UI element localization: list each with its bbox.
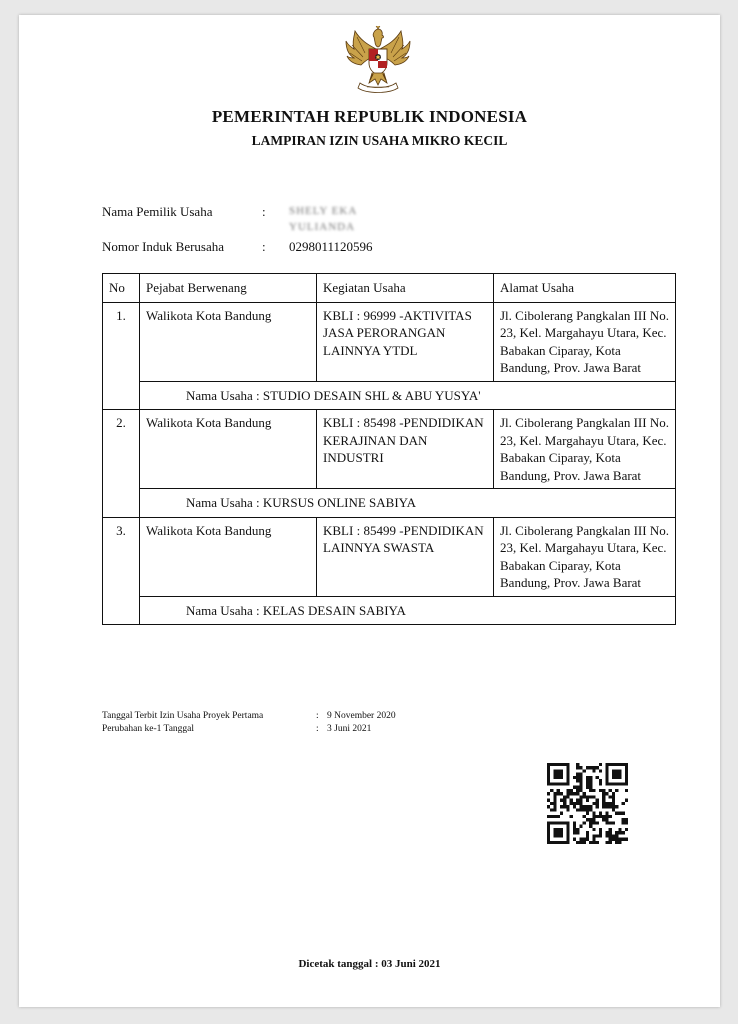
table-row [103, 410, 676, 489]
header-kegiatan: Kegiatan Usaha [317, 274, 494, 303]
row-pejabat: Walikota Kota Bandung [140, 517, 317, 596]
table-row-nama-usaha [103, 381, 676, 410]
change-value: 3 Juni 2021 [327, 724, 372, 734]
first-issue-separator: : [316, 711, 319, 721]
document-subtitle: LAMPIRAN IZIN USAHA MIKRO KECIL [251, 133, 508, 148]
row-alamat: Jl. Cibolerang Pangkalan III No. 23, Kel. Margahayu Utara, Kec. Babakan Ciparay, Kota Bandung, Prov. Jawa Barat [494, 517, 676, 596]
row-alamat: Jl. Cibolerang Pangkalan III No. 23, Kel. Margahayu Utara, Kec. Babakan Ciparay, Kota Bandung, Prov. Jawa Barat [494, 302, 676, 381]
first-issue-value: 9 November 2020 [327, 711, 396, 721]
row-alamat: Jl. Cibolerang Pangkalan III No. 23, Kel. Margahayu Utara, Kec. Babakan Ciparay, Kota Bandung, Prov. Jawa Barat [494, 410, 676, 489]
document-title: PEMERINTAH REPUBLIK INDONESIA [211, 107, 528, 126]
row-nama-usaha: Nama Usaha : STUDIO DESAIN SHL & ABU YUSYA' [140, 381, 676, 410]
table-row-nama-usaha [103, 596, 676, 625]
change-separator: : [316, 724, 319, 734]
row-no: 3. [103, 517, 140, 625]
row-no: 2. [103, 410, 140, 518]
nib-value: 0298011120596 [289, 239, 373, 254]
nib-label: Nomor Induk Berusaha [102, 239, 225, 254]
table-header-row [103, 274, 676, 303]
business-table [102, 273, 676, 625]
change-label: Perubahan ke-1 Tanggal [102, 724, 195, 734]
nib-separator: : [262, 239, 266, 254]
row-no: 1. [103, 302, 140, 410]
row-nama-usaha: Nama Usaha : KURSUS ONLINE SABIYA [140, 489, 676, 518]
row-kegiatan: KBLI : 96999 -AKTIVITAS JASA PERORANGAN LAINNYA YTDL [317, 302, 494, 381]
qr-code-icon [547, 763, 628, 844]
row-pejabat: Walikota Kota Bandung [140, 302, 317, 381]
header-no: No [103, 274, 140, 303]
row-nama-usaha: Nama Usaha : KELAS DESAIN SABIYA [140, 596, 676, 625]
owner-name-value-line1: SHELY EKA [289, 205, 358, 217]
document-page [19, 15, 720, 1007]
printed-date: Dicetak tanggal : 03 Juni 2021 [298, 958, 441, 970]
owner-name-label: Nama Pemilik Usaha [102, 204, 213, 219]
header-alamat: Alamat Usaha [494, 274, 676, 303]
row-pejabat: Walikota Kota Bandung [140, 410, 317, 489]
owner-name-separator: : [262, 204, 266, 219]
table-row [103, 302, 676, 381]
row-kegiatan: KBLI : 85499 -PENDIDIKAN LAINNYA SWASTA [317, 517, 494, 596]
first-issue-label: Tanggal Terbit Izin Usaha Proyek Pertama [102, 711, 264, 721]
row-kegiatan: KBLI : 85498 -PENDIDIKAN KERAJINAN DAN INDUSTRI [317, 410, 494, 489]
garuda-emblem-icon [343, 23, 413, 95]
table-row-nama-usaha [103, 489, 676, 518]
header-pejabat: Pejabat Berwenang [140, 274, 317, 303]
owner-name-value-line2: YULIANDA [289, 221, 356, 233]
table-row [103, 517, 676, 596]
